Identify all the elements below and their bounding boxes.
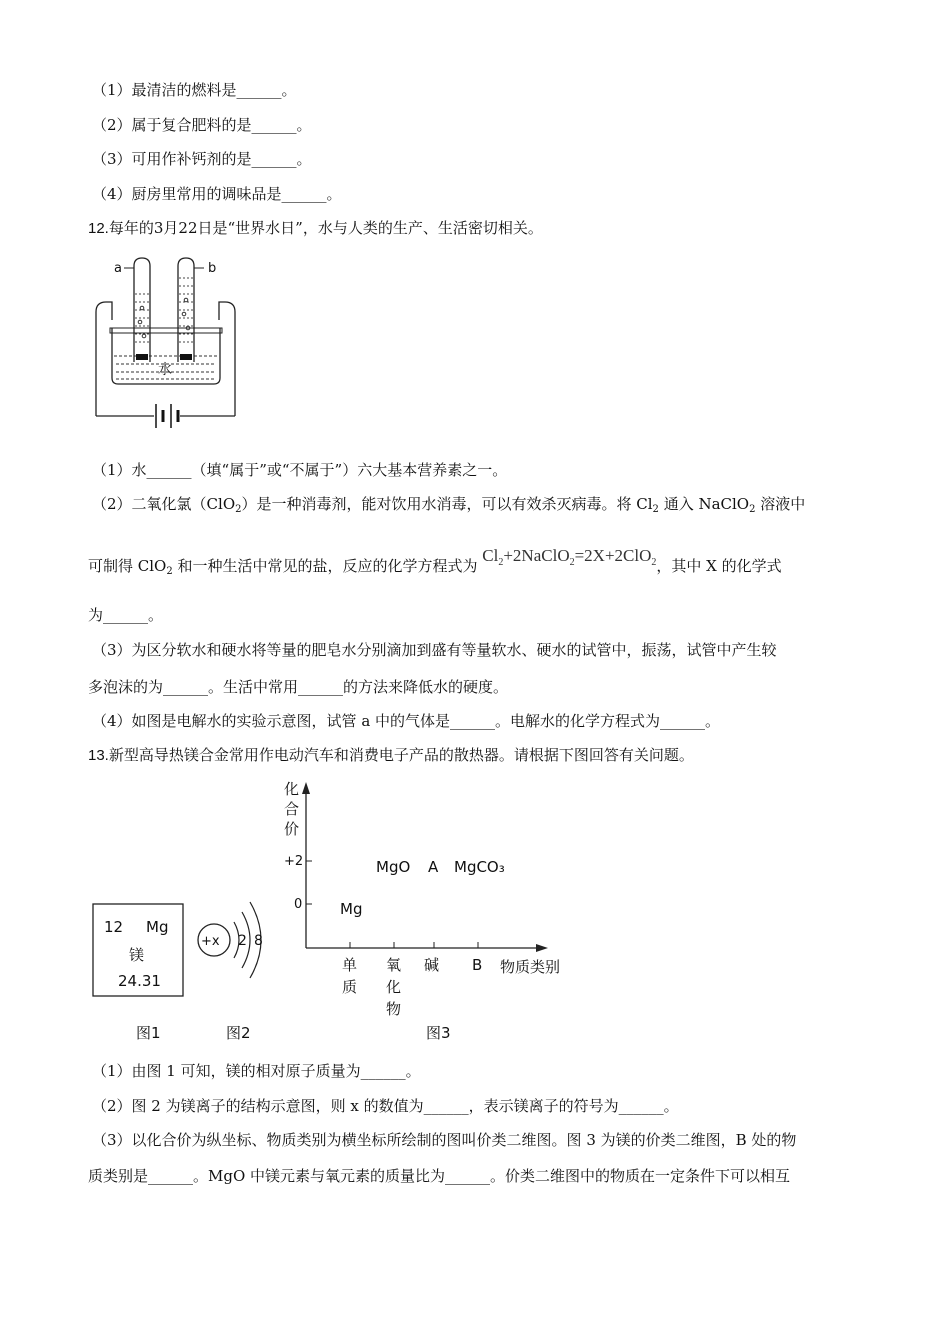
x-tick-b: B (472, 956, 483, 974)
point-mgco3: MgCO₃ (454, 858, 505, 876)
q12-stem (88, 218, 543, 239)
q13-stem-text: 新型高导热镁合金常用作电动汽车和消费电子产品的散热器。请根据下图回答有关问题。 (108, 746, 694, 764)
chemical-equation: $Cl_2+2NaClO_2=2X+2ClO_2$ (482, 546, 657, 568)
ion-structure-figure (196, 890, 276, 1046)
q12-part3-line1: （3）为区分软水和硬水将等量的肥皂水分别滴加到盛有等量软水、硬水的试管中，振荡，试管中产生较 (92, 641, 777, 659)
x-tick-base: 碱 (424, 956, 440, 974)
q13-part1: （1）由图 1 可知，镁的相对原子质量为______。 (92, 1062, 421, 1080)
y-axis-label: 化 (284, 780, 300, 798)
shell1-electrons: 2 (238, 933, 247, 949)
q11-part1: （1）最清洁的燃料是______。 (92, 81, 297, 99)
point-mgo: MgO (376, 858, 411, 876)
electrolysis-apparatus-figure (92, 250, 252, 440)
svg-text:价: 价 (284, 820, 300, 838)
tube-a-label: a (114, 261, 122, 276)
y-tick-plus2: +2 (284, 854, 304, 869)
water-label: 水 (158, 362, 172, 378)
q12-stem-text: 每年的3月22日是“世界水日”，水与人类的生产、生活密切相关。 (108, 219, 543, 237)
svg-text:质: 质 (342, 978, 358, 996)
atomic-number: 12 (104, 918, 124, 936)
q11-part3: （3）可用作补钙剂的是______。 (92, 150, 312, 168)
element-symbol: Mg (146, 918, 169, 936)
q13-part2: （2）图 2 为镁离子的结构示意图，则 x 的数值为______，表示镁离子的符号为______。 (92, 1097, 679, 1115)
y-tick-zero: 0 (294, 897, 303, 912)
q12-part2-line2: 可制得 ClO$_2$ 和一种生活中常见的盐，反应的化学方程式为 $Cl_2+2NaClO_2=2X+2ClO_2$，其中 X 的化学式 (88, 546, 782, 577)
svg-text:物: 物 (386, 1000, 402, 1018)
q13-part3-line1: （3）以化合价为纵坐标、物质类别为横坐标所绘制的图叫价类二维图。图 3 为镁的价类二维图，B 处的物 (92, 1131, 797, 1149)
figure2-caption: 图2 (226, 1024, 251, 1042)
q13-stem (88, 745, 694, 766)
q12-part1: （1）水______（填“属于”或“不属于”）六大基本营养素之一。 (92, 461, 508, 479)
q12-part3-line2: 多泡沫的为______。生活中常用______的方法来降低水的硬度。 (88, 678, 509, 696)
svg-text:化: 化 (386, 978, 402, 996)
valence-category-chart (276, 770, 586, 1046)
nucleus-label: +x (201, 934, 220, 949)
atomic-mass: 24.31 (118, 972, 161, 990)
figure3-caption: 图3 (426, 1024, 451, 1042)
q12-part2-line1: （2）二氧化氯（ClO$_2$）是一种消毒剂，能对饮用水消毒，可以有效杀灭病毒。将 $Cl_2$ 通入 NaClO$_2$ 溶液中 (92, 495, 806, 515)
x-axis-label: 物质类别 (500, 958, 561, 976)
x-tick-oxide: 氧 (386, 956, 402, 974)
figure1-caption: 图1 (136, 1024, 161, 1042)
q12-part4: （4）如图是电解水的实验示意图，试管 a 中的气体是______。电解水的化学方程式为______。 (92, 712, 721, 730)
tube-b-label: b (208, 261, 217, 276)
q13-part3-line2: 质类别是______。MgO 中镁元素与氧元素的质量比为______。价类二维图中的物质在一定条件下可以相互 (88, 1167, 791, 1185)
element-name: 镁 (129, 946, 145, 964)
q11-part2: （2）属于复合肥料的是______。 (92, 116, 312, 134)
shell2-electrons: 8 (254, 933, 263, 949)
question-number: 13. (88, 747, 109, 764)
svg-text:合: 合 (284, 800, 300, 818)
question-number: 12. (88, 220, 109, 237)
element-card-figure (92, 902, 188, 1044)
point-mg: Mg (340, 900, 363, 918)
q11-part4: （4）厨房里常用的调味品是______。 (92, 185, 342, 203)
q12-part2-line3: 为______。 (88, 606, 164, 624)
point-a: A (428, 858, 439, 876)
x-tick-elemental: 单 (342, 956, 358, 974)
